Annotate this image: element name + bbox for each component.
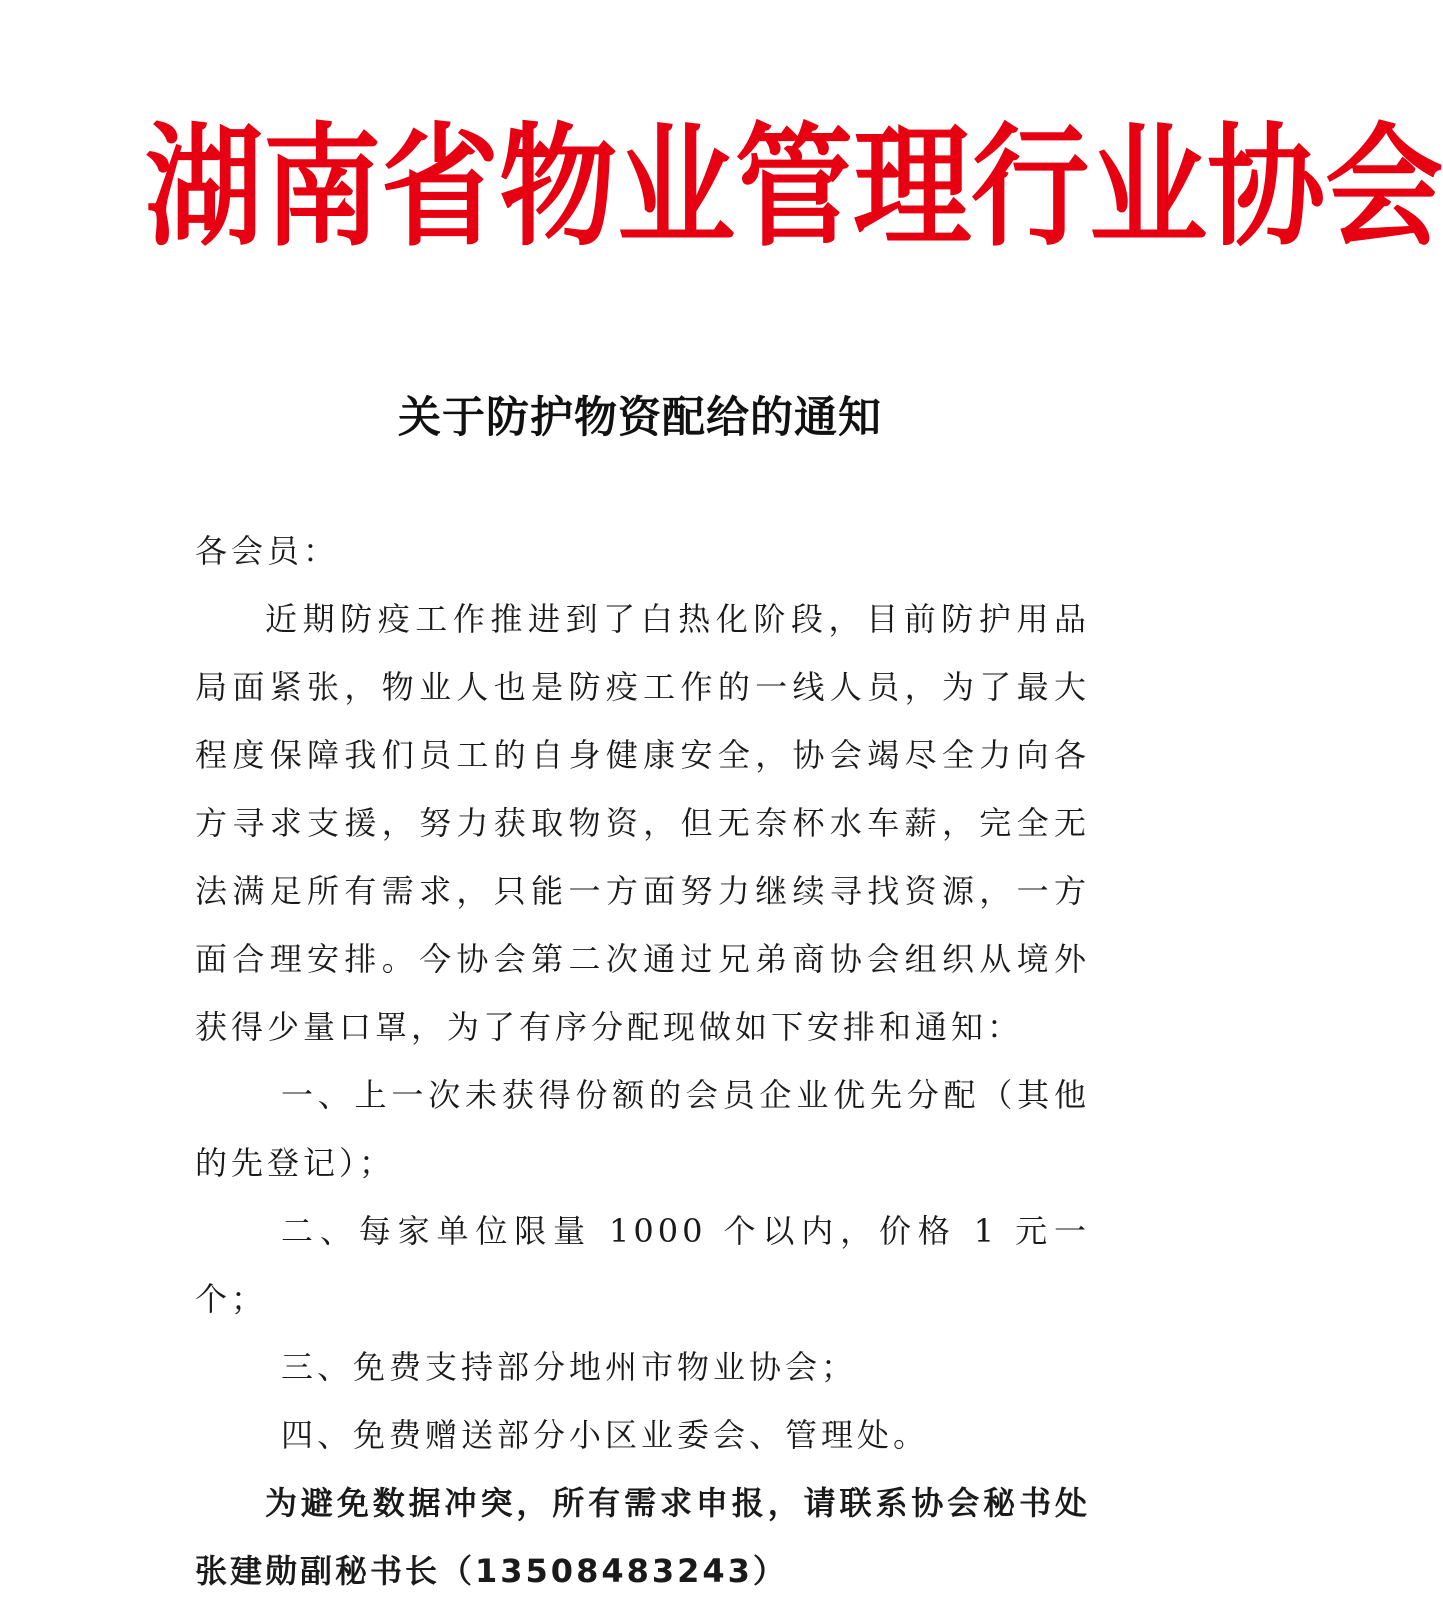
- list-item: 一、上一次未获得份额的会员企业优先分配（其他的先登记）；: [195, 1076, 1090, 1182]
- list-item: 三、免费支持部分地州市物业协会；: [281, 1348, 858, 1386]
- letterhead-org-name: [145, 109, 1443, 265]
- letterhead-char: 理: [853, 109, 972, 265]
- letterhead-char: 南: [263, 109, 382, 265]
- letterhead-char: 管: [735, 109, 854, 265]
- letterhead-char: 省: [381, 109, 500, 265]
- document-body: [195, 517, 1090, 1605]
- letterhead-char: 湖: [145, 109, 264, 265]
- letterhead-char: 业: [1089, 109, 1208, 265]
- letterhead-char: 协: [1207, 109, 1326, 265]
- letterhead-char: 行: [971, 109, 1090, 265]
- contact-note: 为避免数据冲突，所有需求申报，请联系协会秘书处张建勋副秘书长（13508483243）: [195, 1484, 1090, 1590]
- list-item: 二、每家单位限量 1000 个以内，价格 1 元一个；: [195, 1212, 1090, 1318]
- document-title: 关于防护物资配给的通知: [398, 393, 882, 443]
- list-item: 四、免费赠送部分小区业委会、管理处。: [281, 1416, 930, 1454]
- letterhead-char: 业: [617, 109, 736, 265]
- intro-paragraph: 近期防疫工作推进到了白热化阶段，目前防护用品局面紧张，物业人也是防疫工作的一线人员，为了最大程度保障我们员工的自身健康安全，协会竭尽全力向各方寻求支援，努力获取物资，但无奈杯水车薪，完全无法满足所有需求，只能一方面努力继续寻找资源，一方面合理安排。今协会第二次通过兄弟商协会组织从境外获得少量口罩，为了有序分配现做如下安排和通知：: [195, 600, 1090, 1046]
- letterhead-char: 物: [499, 109, 618, 265]
- letterhead-char: 会: [1325, 109, 1443, 265]
- salutation: 各会员：: [195, 532, 340, 570]
